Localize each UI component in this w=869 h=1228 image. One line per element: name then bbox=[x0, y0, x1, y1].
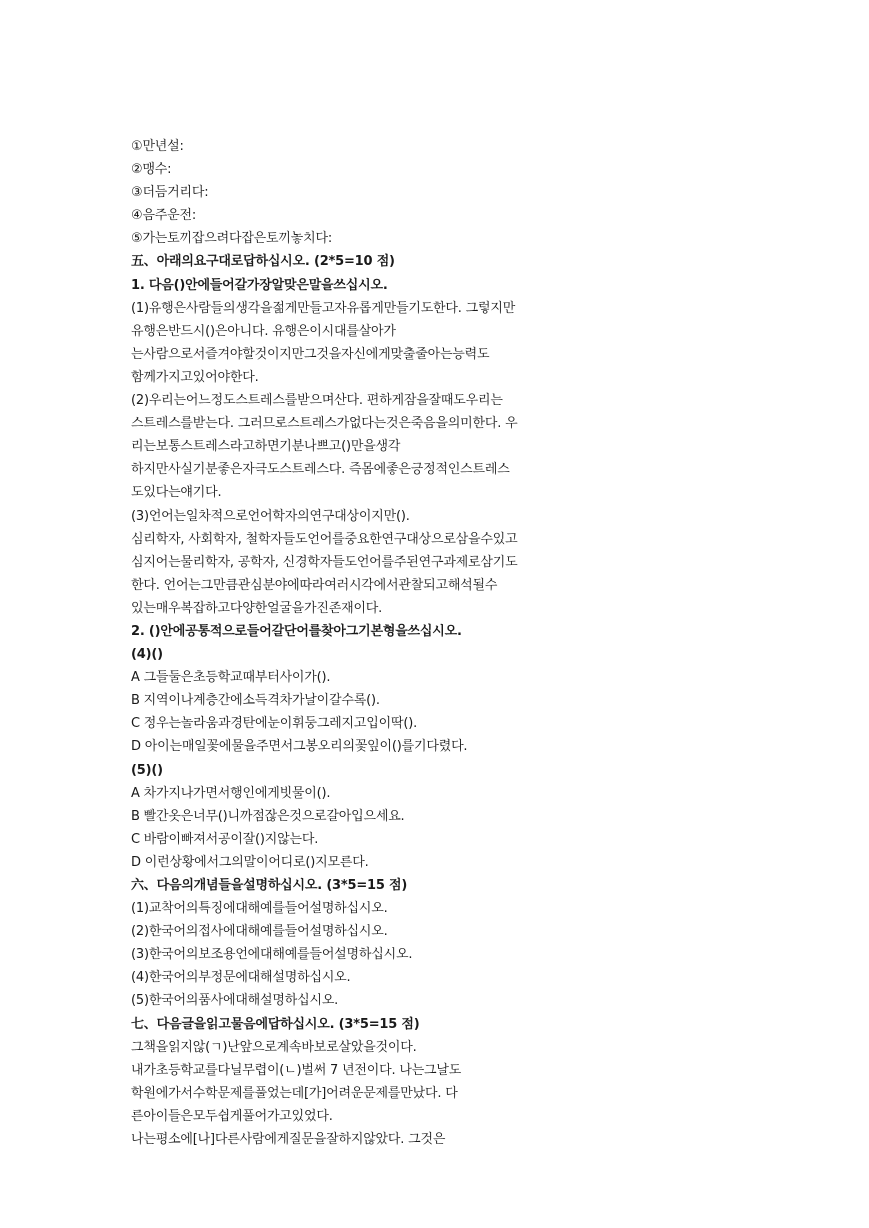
text-line: ⑤가는토끼잡으려다잡은토끼놓치다: bbox=[131, 231, 333, 247]
section-heading: (5)() bbox=[131, 762, 163, 778]
text-line: 심지어는물리학자, 공학자, 신경학자들도언어를주된연구과제로삼기도 bbox=[131, 554, 518, 570]
text-line: 내가초등학교를다닐무렵이(ㄴ)벌써 7 년전이다. 나는그날도 bbox=[131, 1062, 462, 1078]
section-heading: 1. 다음()안에들어갈가장알맞은말을쓰십시오. bbox=[131, 277, 388, 293]
text-line: 른아이들은모두쉽게풀어가고있었다. bbox=[131, 1108, 333, 1124]
text-line: A 그들둘은초등학교때부터사이가(). bbox=[131, 670, 331, 686]
text-line: 스트레스를받는다. 그러므로스트레스가없다는것은죽음을의미한다. 우 bbox=[131, 416, 518, 432]
text-line: (1)교착어의특징에대해예를들어설명하십시오. bbox=[131, 901, 388, 917]
text-line: C 바람이빠져서공이잘()지않는다. bbox=[131, 831, 319, 847]
text-line: C 정우는놀라움과경탄에눈이휘둥그레지고입이딱(). bbox=[131, 716, 418, 732]
text-line: (4)한국어의부정문에대해설명하십시오. bbox=[131, 970, 351, 986]
section-heading: 七、다음글을읽고물음에답하십시오. (3*5=15 점) bbox=[131, 1016, 420, 1032]
text-line: ②맹수: bbox=[131, 162, 172, 178]
section-heading: 六、다음의개념들을설명하십시오. (3*5=15 점) bbox=[131, 878, 408, 893]
text-line: ①만년설: bbox=[131, 139, 184, 154]
section-heading: (4)() bbox=[131, 647, 163, 663]
text-line: D 이런상황에서그의말이어디로()지모른다. bbox=[131, 854, 369, 870]
text-line: 그책을읽지않(ㄱ)난앞으로계속바보로살았을것이다. bbox=[131, 1039, 417, 1055]
text-line: 는사람으로서즐겨야할것이지만그것을자신에게맞출줄아는능력도 bbox=[131, 346, 490, 362]
text-line: ④음주운전: bbox=[131, 208, 197, 224]
text-line: B 빨간옷은너무()니까점잖은것으로갈아입으세요. bbox=[131, 808, 405, 824]
text-line: 리는보통스트레스라고하면기분나쁘고()만을생각 bbox=[131, 439, 401, 455]
text-line: (3)언어는일차적으로언어학자의연구대상이지만(). bbox=[131, 508, 410, 524]
text-line: 함께가지고있어야한다. bbox=[131, 369, 259, 385]
text-line: B 지역이나계층간에소득격차가날이갈수록(). bbox=[131, 693, 380, 709]
text-line: D 아이는매일꽃에물을주면서그봉오리의꽃잎이()를기다렸다. bbox=[131, 739, 468, 755]
text-line: (5)한국어의품사에대해설명하십시오. bbox=[131, 993, 339, 1009]
text-line: 있는매우복잡하고다양한얼굴을가진존재이다. bbox=[131, 600, 383, 616]
document-page bbox=[131, 135, 621, 1151]
text-line: A 차가지나가면서행인에게빗물이(). bbox=[131, 785, 331, 801]
text-line: 하지만사실기분좋은자극도스트레스다. 즉몸에좋은긍정적인스트레스 bbox=[131, 462, 510, 478]
text-line: 나는평소에[나]다른사람에게질문을잘하지않았다. 그것은 bbox=[131, 1132, 446, 1148]
text-line: (1)유행은사람들의생각을젊게만들고자유롭게만들기도한다. 그렇지만 bbox=[131, 300, 516, 316]
text-line: ③더듬거리다: bbox=[131, 185, 209, 201]
text-line: 심리학자, 사회학자, 철학자들도언어를중요한연구대상으로삼을수있고 bbox=[131, 531, 518, 547]
section-heading: 五、아래의요구대로답하십시오. (2*5=10 점) bbox=[131, 254, 395, 270]
text-line: (2)우리는어느정도스트레스를받으며산다. 편하게잠을잘때도우리는 bbox=[131, 393, 503, 409]
text-line: 학원에가서수학문제를풀었는데[가]어려운문제를만났다. 다 bbox=[131, 1085, 458, 1101]
text-line: (2)한국어의접사에대해예를들어설명하십시오. bbox=[131, 924, 388, 940]
text-line: 유행은반드시()은아니다. 유행은이시대를살아가 bbox=[131, 323, 396, 339]
text-line: 한다. 언어는그만큼관심분야에따라여러시각에서관찰되고해석될수 bbox=[131, 577, 498, 593]
text-line: 도있다는얘기다. bbox=[131, 485, 222, 501]
text-line: (3)한국어의보조용언에대해예를들어설명하십시오. bbox=[131, 947, 413, 963]
section-heading: 2. ()안에공통적으로들어갈단어를찾아그기본형을쓰십시오. bbox=[131, 623, 462, 639]
